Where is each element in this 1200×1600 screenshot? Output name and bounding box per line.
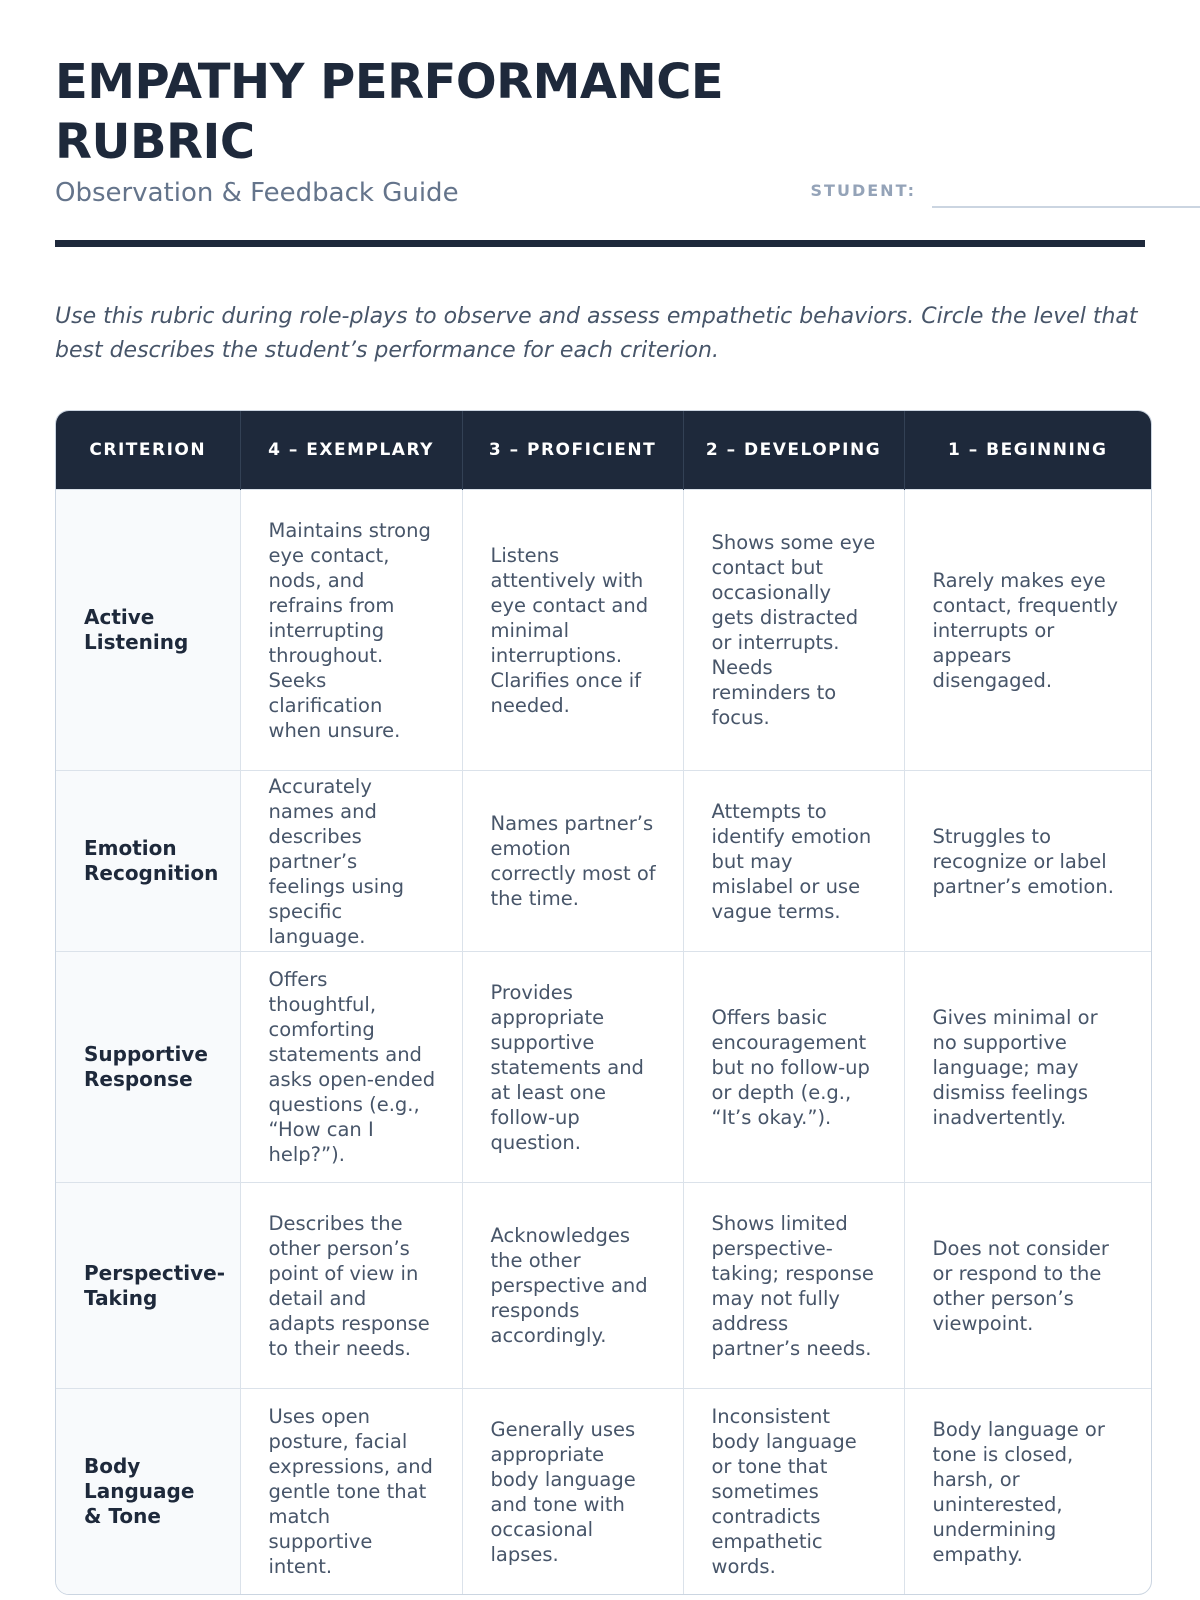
proficient-cell[interactable]: Names partner’s emotion correctly most of the time.	[462, 771, 683, 952]
exemplary-cell[interactable]: Offers thoughtful, comforting statements and asks open-ended questions (e.g., “How can I help?”).	[240, 952, 462, 1183]
beginning-cell[interactable]: Does not consider or respond to the other person’s viewpoint.	[904, 1183, 1151, 1389]
developing-cell[interactable]: Shows some eye contact but occasionally gets distracted or interrupts. Needs reminders to focus.	[683, 490, 904, 771]
table-row	[56, 490, 1151, 771]
beginning-cell[interactable]: Body language or tone is closed, harsh, or uninterested, undermining empathy.	[904, 1389, 1151, 1595]
developing-cell[interactable]: Inconsistent body language or tone that sometimes contradicts empathetic words.	[683, 1389, 904, 1595]
table-row	[56, 952, 1151, 1183]
beginning-cell[interactable]: Gives minimal or no supportive language; may dismiss feelings inadvertently.	[904, 952, 1151, 1183]
table-row	[56, 1389, 1151, 1595]
header-divider	[55, 240, 1145, 247]
page-title: EMPATHY PERFORMANCE RUBRIC	[55, 54, 724, 170]
criterion-cell: Perspective-Taking	[56, 1183, 240, 1389]
beginning-cell[interactable]: Struggles to recognize or label partner’s emotion.	[904, 771, 1151, 952]
intro-text: Use this rubric during role-plays to observe and assess empathetic behaviors. Circle the level that best describes the student’s performance for each criterion.	[55, 304, 1138, 363]
exemplary-cell[interactable]: Maintains strong eye contact, nods, and refrains from interrupting throughout. Seeks clarification when unsure.	[240, 490, 462, 771]
page-subtitle: Observation & Feedback Guide	[55, 178, 459, 208]
column-header-exemplary: 4 – EXEMPLARY	[240, 411, 462, 490]
table-row	[56, 1183, 1151, 1389]
criterion-cell: Emotion Recognition	[56, 771, 240, 952]
developing-cell[interactable]: Offers basic encouragement but no follow-up or depth (e.g., “It’s okay.”).	[683, 952, 904, 1183]
proficient-cell[interactable]: Generally uses appropriate body language and tone with occasional lapses.	[462, 1389, 683, 1595]
table-row	[56, 771, 1151, 952]
exemplary-cell[interactable]: Accurately names and describes partner’s feelings using specific language.	[240, 771, 462, 952]
column-header-criterion: CRITERION	[56, 411, 240, 490]
proficient-cell[interactable]: Acknowledges the other perspective and responds accordingly.	[462, 1183, 683, 1389]
exemplary-cell[interactable]: Uses open posture, facial expressions, and gentle tone that match supportive intent.	[240, 1389, 462, 1595]
criterion-cell: Supportive Response	[56, 952, 240, 1183]
student-field	[811, 178, 1200, 208]
developing-cell[interactable]: Attempts to identify emotion but may mislabel or use vague terms.	[683, 771, 904, 952]
criterion-cell: Active Listening	[56, 490, 240, 771]
criterion-cell: Body Language & Tone	[56, 1389, 240, 1595]
table-header-row	[56, 411, 1151, 490]
student-name-line[interactable]	[932, 178, 1200, 208]
student-label: STUDENT:	[810, 181, 916, 200]
proficient-cell[interactable]: Provides appropriate supportive statements and at least one follow-up question.	[462, 952, 683, 1183]
exemplary-cell[interactable]: Describes the other person’s point of view in detail and adapts response to their needs.	[240, 1183, 462, 1389]
column-header-developing: 2 – DEVELOPING	[683, 411, 904, 490]
column-header-beginning: 1 – BEGINNING	[904, 411, 1151, 490]
beginning-cell[interactable]: Rarely makes eye contact, frequently interrupts or appears disengaged.	[904, 490, 1151, 771]
rubric-table	[55, 410, 1152, 1595]
proficient-cell[interactable]: Listens attentively with eye contact and minimal interruptions. Clarifies once if needed.	[462, 490, 683, 771]
column-header-proficient: 3 – PROFICIENT	[462, 411, 683, 490]
developing-cell[interactable]: Shows limited perspective-taking; response may not fully address partner’s needs.	[683, 1183, 904, 1389]
